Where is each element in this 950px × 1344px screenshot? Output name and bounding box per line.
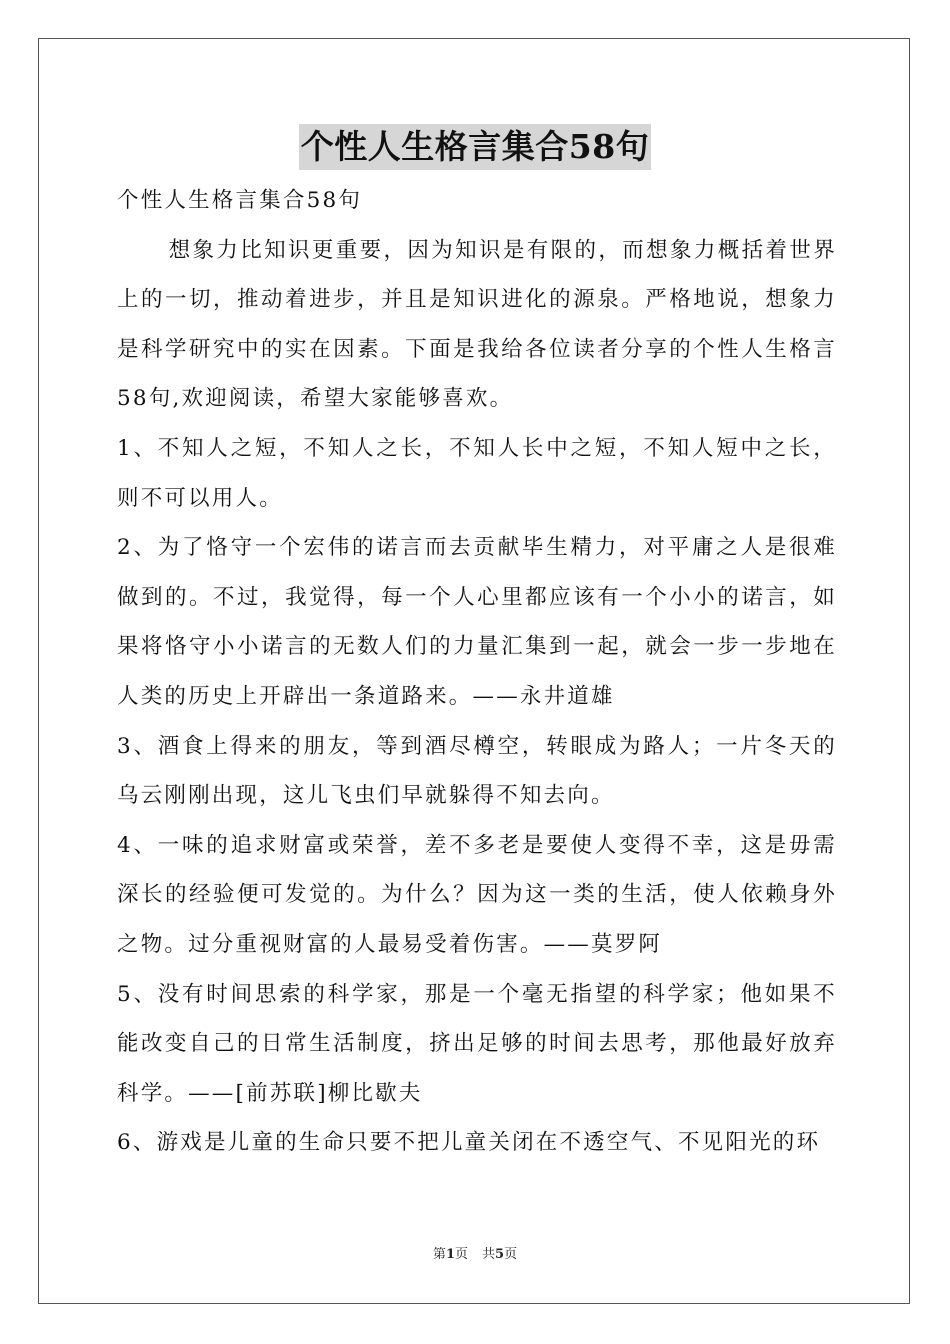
document-subtitle: 个性人生格言集合58句 xyxy=(117,188,363,213)
total-unit: 页 xyxy=(504,1247,518,1262)
title-container xyxy=(0,124,950,170)
total-pages: 5 xyxy=(495,1247,505,1262)
quote-item-4: 4、一味的追求财富或荣誉，差不多老是要使人变得不幸，这是毋需深长的经验便可发觉的。为什么？因为这一类的生活，使人依赖身外之物。过分重视财富的人最易受着伤害。——莫罗阿 xyxy=(117,832,837,957)
total-prefix: 共 xyxy=(482,1247,496,1262)
quote-item-1: 1、不知人之短，不知人之长，不知人长中之短，不知人短中之长，则不可以用人。 xyxy=(117,435,837,511)
intro-paragraph: 想象力比知识更重要，因为知识是有限的，而想象力概括着世界上的一切，推动着进步，并且是知识进化的源泉。严格地说，想象力是科学研究中的实在因素。下面是我给各位读者分享的个性人生格言58句,欢迎阅读，希望大家能够喜欢。 xyxy=(117,237,837,412)
quote-item-3: 3、酒食上得来的朋友，等到酒尽樽空，转眼成为路人；一片冬天的乌云刚刚出现，这儿飞虫们早就躲得不知去向。 xyxy=(117,733,837,809)
document-body xyxy=(117,176,837,1168)
quote-item-6: 6、游戏是儿童的生命只要不把儿童关闭在不透空气、不见阳光的环 xyxy=(117,1130,821,1156)
page-number: 1 xyxy=(445,1247,455,1262)
page-unit: 页 xyxy=(454,1247,468,1262)
quote-item-5: 5、没有时间思索的科学家，那是一个毫无指望的科学家；他如果不能改变自己的日常生活制度，挤出足够的时间去思考，那他最好放弃科学。——[前苏联]柳比歇夫 xyxy=(117,981,837,1106)
page-prefix: 第 xyxy=(432,1247,446,1262)
document-title: 个性人生格言集合58句 xyxy=(299,124,651,170)
quote-item-2: 2、为了恪守一个宏伟的诺言而去贡献毕生精力，对平庸之人是很难做到的。不过，我觉得，每一个人心里都应该有一个小小的诺言，如果将恪守小小诺言的无数人们的力量汇集到一起，就会一步一步地在人类的历史上开辟出一条道路来。——永井道雄 xyxy=(117,535,837,709)
page-footer xyxy=(0,1246,950,1264)
